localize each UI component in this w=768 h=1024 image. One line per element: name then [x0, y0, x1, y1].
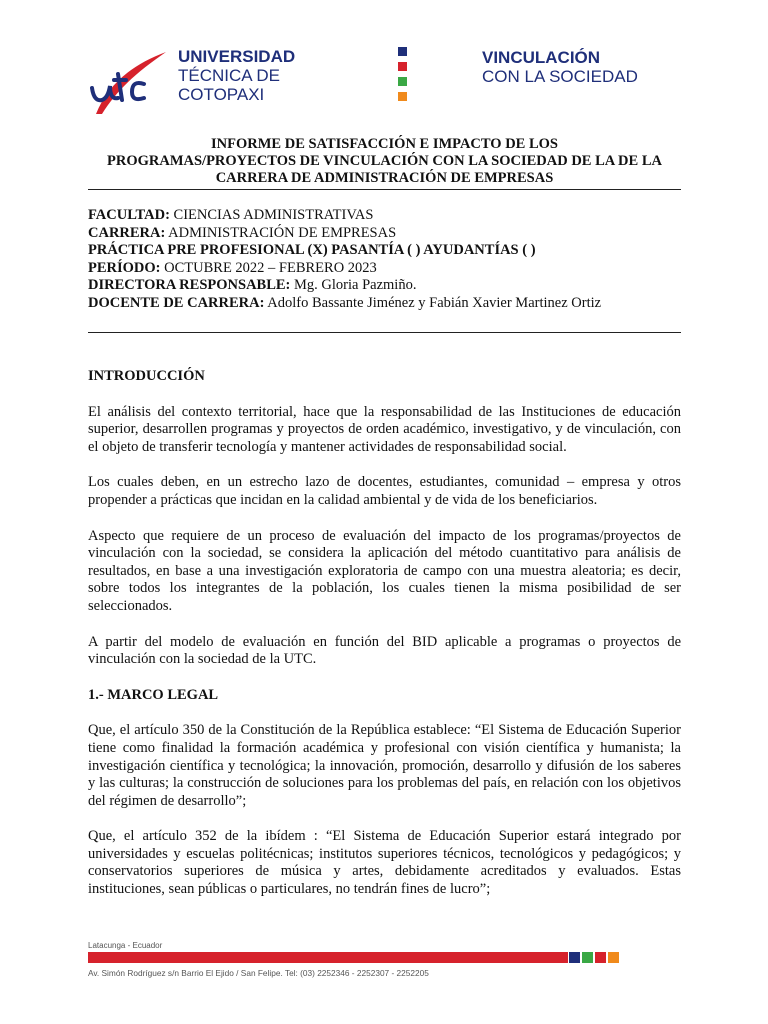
intro-paragraph-1: El análisis del contexto territorial, hace que la responsabilidad de las Instituciones de educación superior, desarrollen programas y proyectos de orden académico, investigativo, y de vinculación, con el objeto de transferir tecnología y mantener actividades de responsabilidad social.: [88, 403, 681, 455]
facultad-value: CIENCIAS ADMINISTRATIVAS: [169, 207, 374, 223]
docente-row: [88, 295, 688, 313]
vinculacion-line1: VINCULACIÓN: [482, 48, 601, 67]
intro-paragraph-3: Aspecto que requiere de un proceso de evaluación del impacto de los programas/proyectos de vinculación con la sociedad, se considera la aplicación del método cuantitativo para análisis de resultados, en base a una investigación exploratoria de campo con una muestra aleatoria; es decir, sobre todos los integrantes de la población, los cuales tienen la misma posibilidad de ser seleccionados.: [88, 527, 681, 614]
vinculacion-line2: CON LA SOCIEDAD: [482, 67, 638, 86]
report-title-line3: CARRERA DE ADMINISTRACIÓN DE EMPRESAS: [215, 170, 554, 186]
legal-paragraph-2: Que, el artículo 352 de la ibídem : “El Sistema de Educación Superior estará integrado por universidades y escuelas politécnicas; institutos superiores técnicos, tecnológicos y pedagógicos; y conservatorios superiores de música y artes, debidamente acreditados y evaluados. Estas instituciones, sean públicas o particulares, no tendrán fines de lucro”;: [88, 828, 681, 898]
report-metadata: [88, 207, 688, 313]
directora-value: Mg. Gloria Pazmiño.: [290, 277, 417, 294]
report-title-line1: INFORME DE SATISFACCIÓN E IMPACTO DE LOS: [211, 136, 558, 152]
footer-blue-square-icon: [569, 952, 580, 963]
intro-paragraph-2: Los cuales deben, en un estrecho lazo de docentes, estudiantes, comunidad – empresa y otros propender a prácticas que incidan en la calidad ambiental y de vida de los beneficiarios.: [88, 474, 681, 508]
footer-green-square-icon: [582, 952, 593, 963]
intro-heading: INTRODUCCIÓN: [88, 368, 205, 384]
document-header: [88, 40, 638, 120]
green-square-icon: [398, 77, 407, 86]
brand-squares: [398, 47, 408, 107]
utc-logo-icon: [88, 44, 170, 118]
facultad-label: FACULTAD:: [88, 207, 170, 223]
directora-row: [88, 277, 688, 295]
report-title: [88, 136, 681, 187]
university-name-line2: TÉCNICA DE: [178, 66, 281, 85]
university-name-line3: COTOPAXI: [178, 85, 265, 104]
legal-heading: 1.- MARCO LEGAL: [88, 686, 219, 703]
footer-red-square-icon: [595, 952, 606, 963]
practica-row: [88, 242, 688, 260]
footer-orange-square-icon: [608, 952, 619, 963]
legal-paragraph-1: Que, el artículo 350 de la Constitución de la República establece: “El Sistema de Educación Superior tiene como finalidad la formación académica y profesional con visión científica y humanista; la investigación científica y tecnológica; la innovación, promoción, desarrollo y difusión de los saberes y las culturas; la construcción de soluciones para los problemas del país, en relación con los objetivos del régimen de desarrollo”;: [88, 722, 681, 809]
periodo-row: [88, 260, 688, 278]
footer-red-bar: [88, 952, 568, 963]
footer-address: Av. Simón Rodríguez s/n Barrio El Ejido / San Felipe. Tel: (03) 2252346 - 2252307 - 2252205: [88, 968, 429, 978]
intro-paragraph-4: A partir del modelo de evaluación en función del BID aplicable a programas o proyectos de vinculación con la sociedad de la UTC.: [88, 633, 681, 668]
footer-location: Latacunga - Ecuador: [88, 941, 163, 950]
periodo-label: PERÍODO:: [88, 259, 161, 276]
divider-top: [88, 189, 681, 190]
report-title-line2: PROGRAMAS/PROYECTOS DE VINCULACIÓN CON LA SOCIEDAD DE LA DE LA: [107, 153, 662, 169]
directora-label: DIRECTORA RESPONSABLE:: [88, 277, 291, 294]
carrera-row: [88, 225, 688, 243]
blue-square-icon: [398, 47, 407, 56]
carrera-value: ADMINISTRACIÓN DE EMPRESAS: [165, 224, 397, 241]
facultad-row: [88, 207, 688, 225]
red-square-icon: [398, 62, 407, 71]
docente-label: DOCENTE DE CARRERA:: [88, 294, 265, 311]
university-name: [178, 47, 295, 104]
carrera-label: CARRERA:: [88, 224, 166, 241]
university-name-line1: UNIVERSIDAD: [178, 47, 296, 66]
vinculacion-title: [482, 48, 638, 86]
report-body: [88, 368, 681, 899]
practica-line: PRÁCTICA PRE PROFESIONAL (X) PASANTÍA ( ) AYUDANTÍAS ( ): [88, 242, 536, 259]
periodo-value: OCTUBRE 2022 – FEBRERO 2023: [160, 259, 377, 276]
divider-bottom: [88, 332, 681, 333]
docente-value: Adolfo Bassante Jiménez y Fabián Xavier Martinez Ortiz: [264, 294, 602, 311]
orange-square-icon: [398, 92, 407, 101]
